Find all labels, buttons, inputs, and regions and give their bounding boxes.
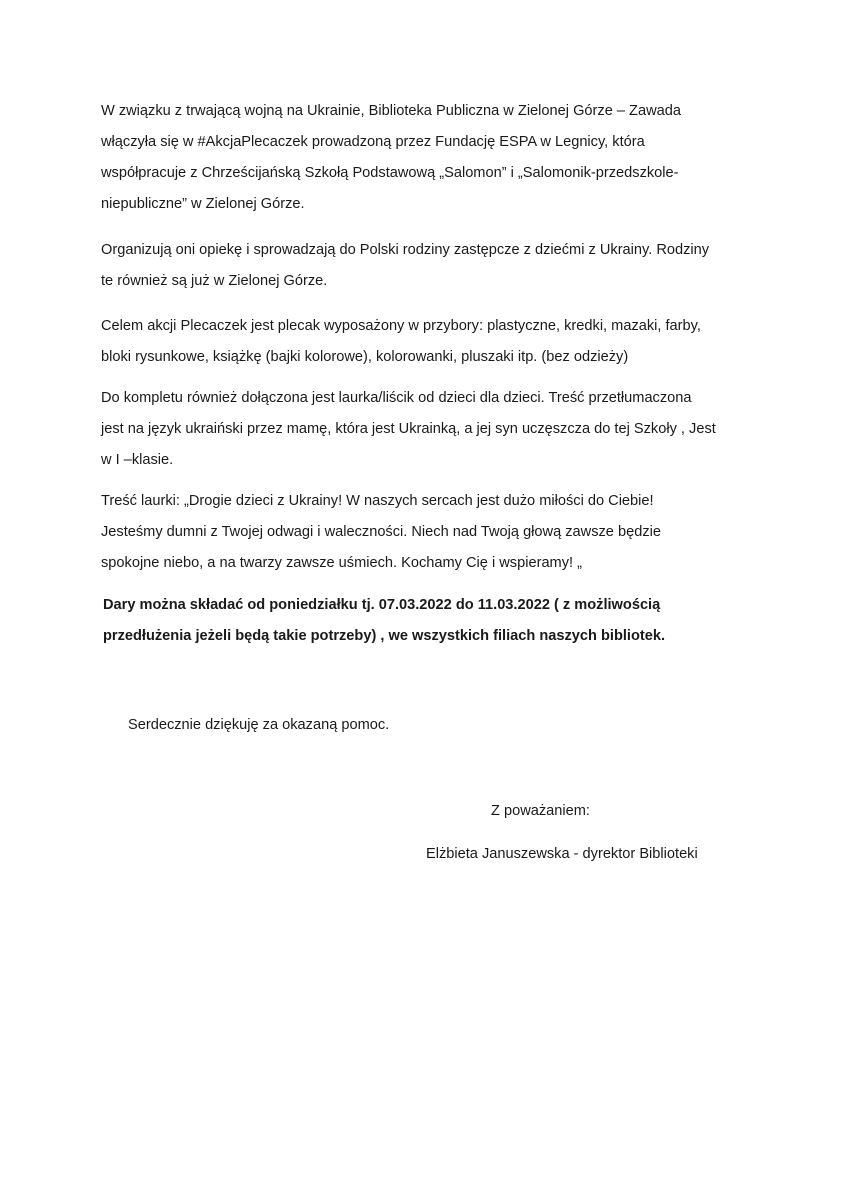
paragraph-card: [101, 383, 751, 476]
paragraph-line: spokojne niebo, a na twarzy zawsze uśmiech. Kochamy Cię i wspieramy! „: [101, 555, 582, 571]
paragraph-line: przedłużenia jeżeli będą takie potrzeby) , we wszystkich filiach naszych bibliotek.: [103, 628, 666, 644]
paragraph-line: Celem akcji Plecaczek jest plecak wyposażony w przybory: plastyczne, kredki, mazaki, farby,: [101, 318, 701, 334]
paragraph-intro: [101, 96, 751, 220]
paragraph-families: [101, 235, 751, 297]
paragraph-line: Treść laurki: „Drogie dzieci z Ukrainy! W naszych sercach jest dużo miłości do Ciebie!: [101, 493, 654, 509]
paragraph-line: współpracuje z Chrześcijańską Szkołą Podstawową „Salomon” i „Salomonik-przedszkole-: [101, 165, 679, 181]
paragraph-line: Jesteśmy dumni z Twojej odwagi i waleczności. Niech nad Twoją głową zawsze będzie: [101, 524, 661, 540]
thanks-line: Serdecznie dziękuję za okazaną pomoc.: [128, 717, 390, 733]
signature-line: Elżbieta Januszewska - dyrektor Biblioteki: [426, 846, 698, 862]
paragraph-line: Organizują oni opiekę i sprowadzają do Polski rodziny zastępcze z dziećmi z Ukrainy. Rodziny: [101, 242, 710, 258]
paragraph-line: W związku z trwającą wojną na Ukrainie, Biblioteka Publiczna w Zielonej Górze – Zawada: [101, 103, 681, 119]
paragraph-line: włączyła się w #AkcjaPlecaczek prowadzoną przez Fundację ESPA w Legnicy, która: [101, 134, 645, 150]
paragraph-line: Do kompletu również dołączona jest laurka/liścik od dzieci dla dzieci. Treść przetłumaczona: [101, 390, 692, 406]
paragraph-card-text: [101, 486, 751, 579]
paragraph-line: te również są już w Zielonej Górze.: [101, 273, 328, 289]
paragraph-line: jest na język ukraiński przez mamę, która jest Ukrainką, a jej syn uczęszcza do tej Szkoły , Jest: [101, 421, 716, 437]
paragraph-line: Dary można składać od poniedziałku tj. 07.03.2022 do 11.03.2022 ( z możliwością: [103, 597, 661, 613]
paragraph-line: bloki rysunkowe, książkę (bajki kolorowe), kolorowanki, pluszaki itp. (bez odzieży): [101, 349, 629, 365]
paragraph-goal: [101, 311, 751, 373]
paragraph-donations-notice: [103, 590, 753, 652]
paragraph-line: w I –klasie.: [101, 452, 174, 468]
closing-regards: Z poważaniem:: [491, 803, 590, 819]
paragraph-line: niepubliczne” w Zielonej Górze.: [101, 196, 305, 212]
